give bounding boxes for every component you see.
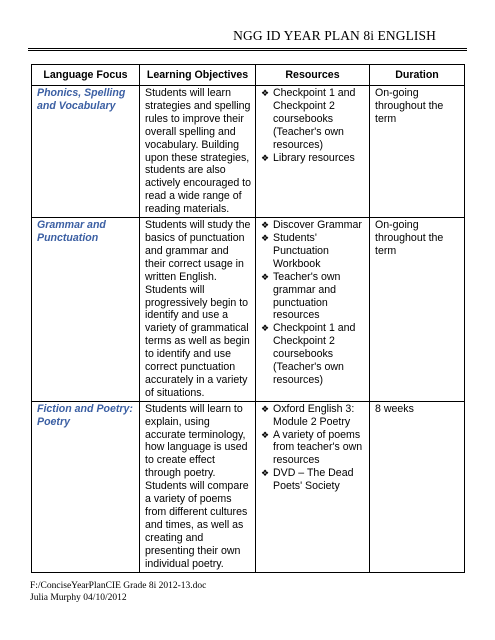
table-row bbox=[32, 86, 465, 218]
resource-text: Students' Punctuation Workbook bbox=[273, 231, 329, 270]
table-row bbox=[32, 218, 465, 402]
diamond-bullet-icon: ❖ bbox=[261, 88, 270, 98]
learning-objectives-cell: Students will learn to explain, using accurate terminology, how language is used to create effect through poetry. Students will compare a variety of poems from different cultures and times, as well as creating and presenting their own individual poetry. bbox=[140, 401, 256, 572]
duration-cell: On-going throughout the term bbox=[370, 86, 465, 218]
resource-text: Oxford English 3: Module 2 Poetry bbox=[273, 402, 355, 428]
diamond-bullet-icon: ❖ bbox=[261, 271, 270, 282]
resource-text: Discover Grammar bbox=[273, 219, 362, 232]
language-focus-cell: Phonics, Spelling and Vocabulary bbox=[32, 86, 140, 218]
resource-text: DVD – The Dead Poets' Society bbox=[273, 467, 354, 493]
diamond-bullet-icon: ❖ bbox=[261, 403, 270, 414]
resources-cell bbox=[256, 401, 370, 572]
header-rule bbox=[28, 48, 467, 51]
footer-file-path: F:/ConciseYearPlanCIE Grade 8i 2012-13.doc bbox=[30, 581, 207, 591]
duration-cell: 8 weeks bbox=[370, 401, 465, 572]
learning-objectives-cell: Students will study the basics of punctuation and grammar and their correct usage in written English. Students will progressively begin to identify and use a variety of grammatical terms as well as begin to identify and use correct punctuation accurately in a variety of situations. bbox=[140, 218, 256, 402]
list-item bbox=[261, 322, 365, 387]
list-item bbox=[261, 152, 365, 165]
list-item bbox=[261, 232, 365, 271]
list-item bbox=[261, 467, 365, 493]
resource-text: Library resources bbox=[273, 151, 355, 164]
resources-list bbox=[261, 87, 365, 164]
resource-text: Checkpoint 1 and Checkpoint 2 coursebooks (Teacher's own resources) bbox=[273, 322, 356, 386]
duration-cell: On-going throughout the term bbox=[370, 218, 465, 402]
column-header-learning-objectives: Learning Objectives bbox=[140, 65, 256, 86]
diamond-bullet-icon: ❖ bbox=[261, 220, 270, 231]
list-item bbox=[261, 219, 365, 232]
footer bbox=[30, 580, 206, 604]
list-item bbox=[261, 271, 365, 323]
list-item bbox=[261, 87, 365, 152]
resource-text: Checkpoint 1 and Checkpoint 2 coursebooks (Teacher's own resources) bbox=[273, 87, 356, 151]
resources-cell bbox=[256, 218, 370, 402]
column-header-language-focus: Language Focus bbox=[32, 65, 140, 86]
year-plan-table bbox=[31, 64, 465, 573]
table-row bbox=[32, 401, 465, 572]
diamond-bullet-icon: ❖ bbox=[261, 152, 270, 163]
page-title: NGG ID YEAR PLAN 8i ENGLISH bbox=[233, 28, 436, 43]
list-item bbox=[261, 403, 365, 429]
language-focus-cell: Fiction and Poetry: Poetry bbox=[32, 401, 140, 572]
learning-objectives-cell: Students will learn strategies and spelling rules to improve their overall spelling and vocabulary. Building upon these strategies, students are also actively encouraged to read a wide range of reading materials. bbox=[140, 86, 256, 218]
language-focus-cell: Grammar and Punctuation bbox=[32, 218, 140, 402]
resource-text: A variety of poems from teacher's own resources bbox=[273, 428, 363, 467]
table-header-row bbox=[32, 65, 465, 86]
resources-list bbox=[261, 219, 365, 387]
diamond-bullet-icon: ❖ bbox=[261, 323, 270, 334]
list-item bbox=[261, 429, 365, 468]
resources-list bbox=[261, 403, 365, 493]
column-header-duration: Duration bbox=[370, 65, 465, 86]
diamond-bullet-icon: ❖ bbox=[261, 232, 270, 243]
column-header-resources: Resources bbox=[256, 65, 370, 86]
diamond-bullet-icon: ❖ bbox=[261, 468, 270, 479]
resource-text: Teacher's own grammar and punctuation resources bbox=[273, 270, 341, 322]
footer-author-date: Julia Murphy 04/10/2012 bbox=[30, 593, 127, 603]
diamond-bullet-icon: ❖ bbox=[261, 429, 270, 440]
resources-cell bbox=[256, 86, 370, 218]
